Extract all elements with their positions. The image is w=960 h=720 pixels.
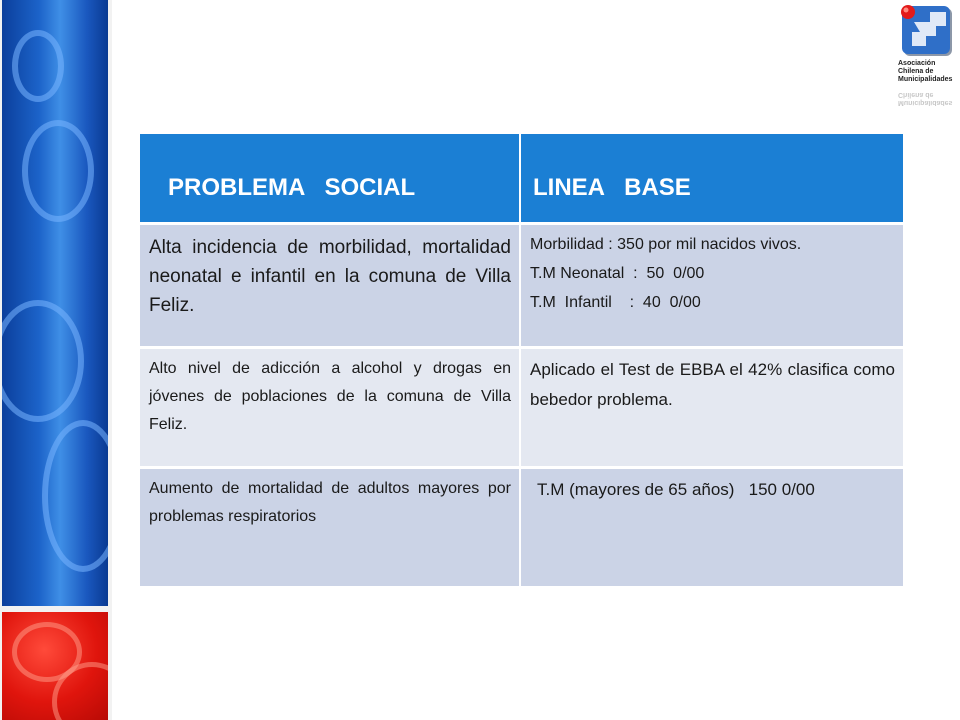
- baseline-cell: [521, 466, 903, 586]
- logo-line-3: Municipalidades: [898, 76, 953, 83]
- problem-cell: [140, 466, 521, 586]
- logo-mark-icon: [896, 2, 954, 58]
- logo-reflection: [898, 90, 960, 106]
- problem-text: Aumento de mortalidad de adultos mayores por problemas respiratorios: [149, 480, 511, 525]
- logo-line-1: Asociación: [898, 60, 936, 67]
- header-problema-social: PROBLEMA SOCIAL: [140, 134, 521, 222]
- table-header-row: [140, 134, 903, 222]
- logo-reflection-line: Municipalidades: [898, 99, 953, 106]
- baseline-cell: [521, 222, 903, 346]
- baseline-text: T.M (mayores de 65 años) 150 0/00: [537, 480, 815, 499]
- logo-text: [898, 60, 960, 84]
- blue-decorative-strip: [2, 0, 108, 606]
- baseline-line: T.M Infantil : 40 0/00: [530, 294, 701, 311]
- table-row: [140, 346, 903, 466]
- baseline-line: T.M Neonatal : 50 0/00: [530, 265, 705, 282]
- problem-cell: [140, 346, 521, 466]
- left-decorative-band: [0, 0, 112, 720]
- baseline-line: Morbilidad : 350 por mil nacidos vivos.: [530, 236, 802, 253]
- problem-baseline-table: [140, 134, 903, 586]
- achm-logo: [892, 0, 960, 110]
- logo-reflection-line: Chilena de: [898, 91, 934, 98]
- table-row: [140, 222, 903, 346]
- problem-text: Alta incidencia de morbilidad, mortalidad neonatal e infantil en la comuna de Villa Feliz.: [149, 237, 511, 316]
- header-linea-base: LINEA BASE: [521, 134, 903, 222]
- baseline-text: [521, 225, 903, 317]
- baseline-cell: [521, 346, 903, 466]
- problem-text: Alto nivel de adicción a alcohol y drogas en jóvenes de poblaciones de la comuna de Villa Feliz.: [149, 360, 511, 433]
- red-decorative-block: [2, 612, 108, 720]
- baseline-text: Aplicado el Test de EBBA el 42% clasifica como bebedor problema.: [530, 360, 895, 409]
- problem-cell: [140, 222, 521, 346]
- table-row: [140, 466, 903, 586]
- logo-line-2: Chilena de: [898, 68, 934, 75]
